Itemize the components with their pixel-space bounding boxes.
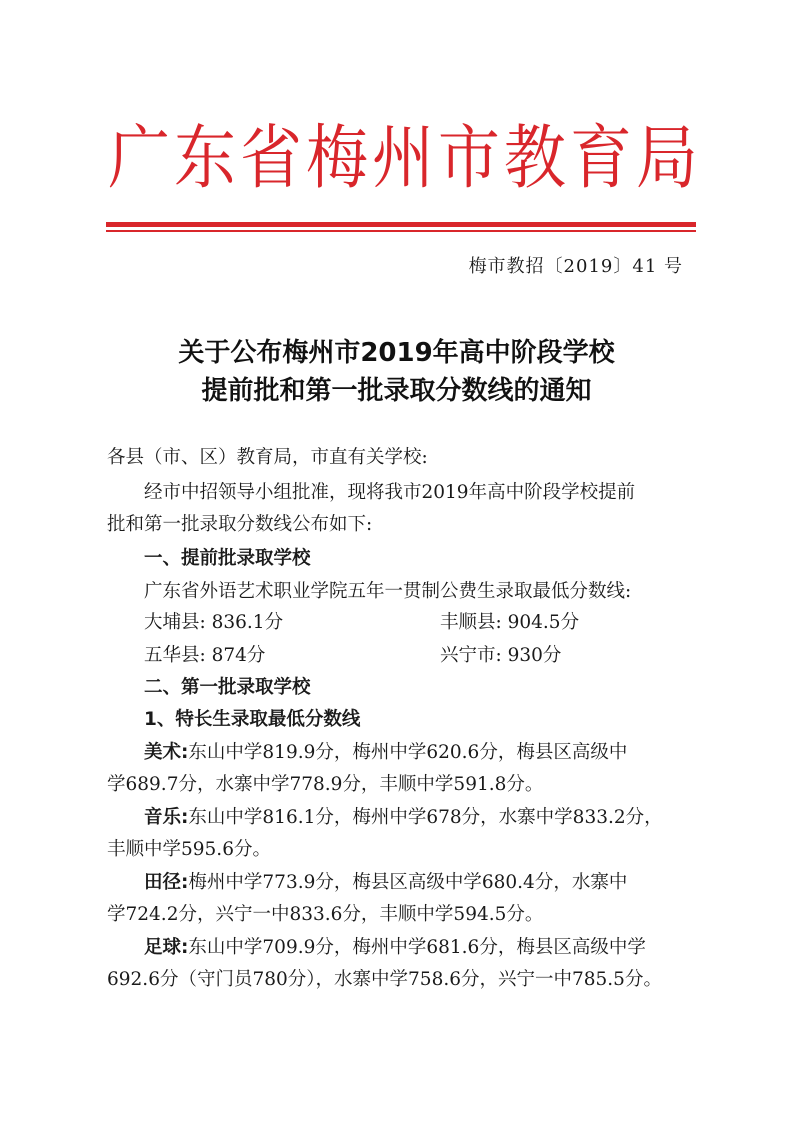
section-2-subheading: 1、特长生录取最低分数线	[144, 709, 361, 730]
intro-line-2: 批和第一批录取分数线公布如下:	[107, 514, 373, 535]
red-divider-thick	[106, 222, 696, 227]
document-title-line-1: 关于公布梅州市2019年高中阶段学校	[178, 338, 615, 368]
masthead-char: 州	[371, 116, 434, 199]
category-football-line-2: 692.6分（守门员780分），水寨中学758.6分，兴宁一中785.5分。	[107, 969, 662, 990]
category-track-text: 梅州中学773.9分，梅县区高级中学680.4分，水寨中	[188, 872, 628, 893]
category-art-text: 东山中学819.9分，梅州中学620.6分，梅县区高级中	[188, 742, 628, 763]
score-wuhua: 五华县: 874分	[144, 645, 266, 666]
document-title-line-2: 提前批和第一批录取分数线的通知	[201, 376, 592, 406]
score-xingning: 兴宁市: 930分	[440, 645, 562, 666]
red-divider-thin	[106, 230, 696, 232]
masthead-char: 东	[173, 116, 236, 199]
masthead-char: 市	[437, 116, 500, 199]
category-art-label: 美术:	[144, 742, 189, 763]
category-art-line-1	[107, 740, 734, 766]
category-art-line-2: 学689.7分，水寨中学778.9分，丰顺中学591.8分。	[107, 774, 544, 795]
category-music-text: 东山中学816.1分，梅州中学678分，水寨中学833.2分，	[188, 807, 663, 828]
masthead-char: 育	[569, 116, 632, 199]
section-1-description: 广东省外语艺术职业学院五年一贯制公费生录取最低分数线:	[144, 581, 632, 602]
category-football-text: 东山中学709.9分，梅州中学681.6分，梅县区高级中学	[188, 937, 646, 958]
category-football-label: 足球:	[144, 937, 189, 958]
score-dabu: 大埔县: 836.1分	[144, 612, 284, 633]
category-music-label: 音乐:	[144, 807, 189, 828]
masthead-char: 教	[503, 116, 566, 199]
section-2-heading: 二、第一批录取学校	[144, 677, 311, 698]
document-number: 梅市教招〔2019〕41 号	[468, 256, 683, 277]
category-track-line-2: 学724.2分，兴宁一中833.6分，丰顺中学594.5分。	[107, 904, 544, 925]
masthead-char: 局	[635, 116, 698, 199]
intro-line-1: 经市中招领导小组批准，现将我市2019年高中阶段学校提前	[144, 482, 636, 503]
section-1-heading: 一、提前批录取学校	[144, 548, 311, 569]
masthead-char: 梅	[305, 116, 368, 199]
score-fengshun: 丰顺县: 904.5分	[440, 612, 580, 633]
category-track-line-1	[107, 870, 734, 896]
masthead-title	[108, 118, 698, 198]
salutation: 各县（市、区）教育局，市直有关学校:	[107, 447, 428, 468]
category-track-label: 田径:	[144, 872, 189, 893]
category-music-line-1	[107, 805, 734, 831]
masthead-char: 广	[108, 116, 171, 199]
category-music-line-2: 丰顺中学595.6分。	[107, 839, 271, 860]
category-football-line-1	[107, 935, 734, 961]
masthead-char: 省	[239, 116, 302, 199]
